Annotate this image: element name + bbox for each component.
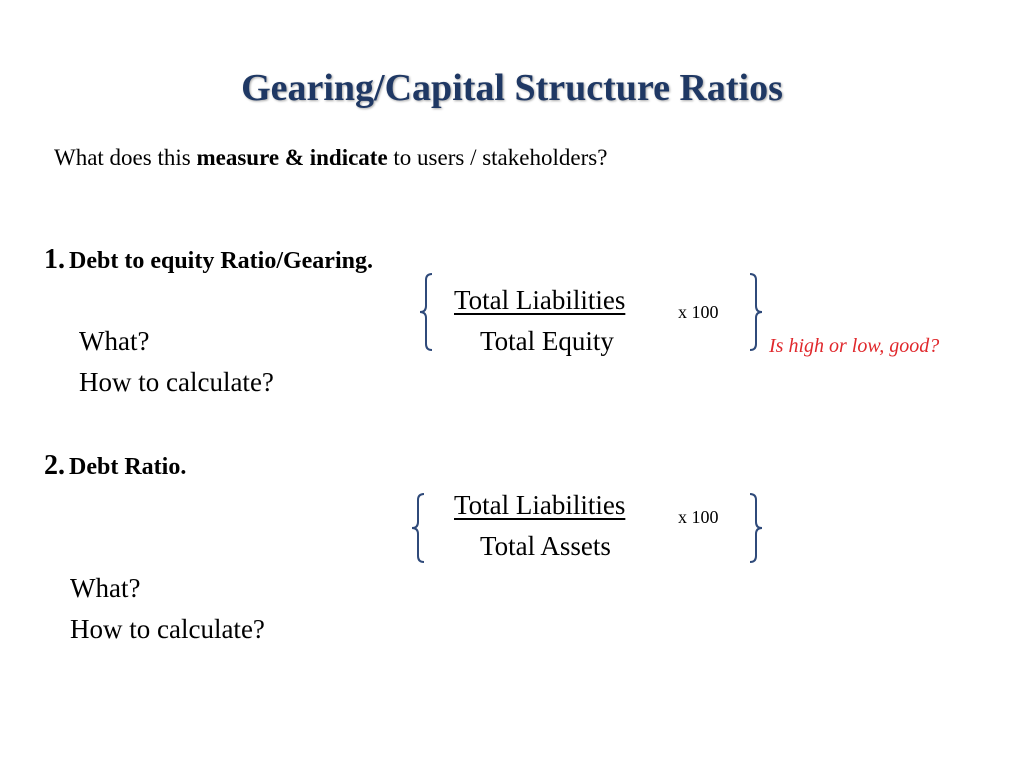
slide-title: Gearing/Capital Structure Ratios bbox=[241, 67, 783, 109]
subtitle-prefix: What does this bbox=[54, 145, 197, 170]
ratio-1-question-what: What? bbox=[79, 326, 150, 356]
ratio-1-left-bracket bbox=[418, 272, 442, 352]
ratio-2-heading-line bbox=[44, 450, 186, 482]
slide-subtitle bbox=[54, 145, 607, 171]
ratio-2-multiplier: x 100 bbox=[678, 507, 719, 527]
ratio-2-left-bracket bbox=[410, 492, 434, 564]
ratio-1-denominator: Total Equity bbox=[480, 326, 614, 356]
ratio-1-heading-line bbox=[44, 244, 373, 276]
ratio-1-multiplier: x 100 bbox=[678, 302, 719, 322]
ratio-2-denominator: Total Assets bbox=[480, 531, 611, 561]
ratio-2-right-bracket bbox=[748, 492, 772, 564]
subtitle-bold: measure & indicate bbox=[196, 145, 388, 170]
ratio-1-number: 1. bbox=[44, 244, 65, 275]
ratio-2-question-what: What? bbox=[70, 573, 141, 603]
ratio-1-heading: Debt to equity Ratio/Gearing. bbox=[69, 248, 373, 274]
ratio-1-note: Is high or low, good? bbox=[769, 335, 940, 357]
ratio-2-number: 2. bbox=[44, 450, 65, 481]
ratio-1-numerator: Total Liabilities bbox=[454, 285, 626, 315]
ratio-1-question-how: How to calculate? bbox=[79, 367, 274, 397]
subtitle-suffix: to users / stakeholders? bbox=[387, 145, 608, 170]
ratio-2-question-how: How to calculate? bbox=[70, 614, 265, 644]
ratio-2-heading: Debt Ratio. bbox=[69, 454, 187, 480]
ratio-2-numerator: Total Liabilities bbox=[454, 490, 626, 520]
